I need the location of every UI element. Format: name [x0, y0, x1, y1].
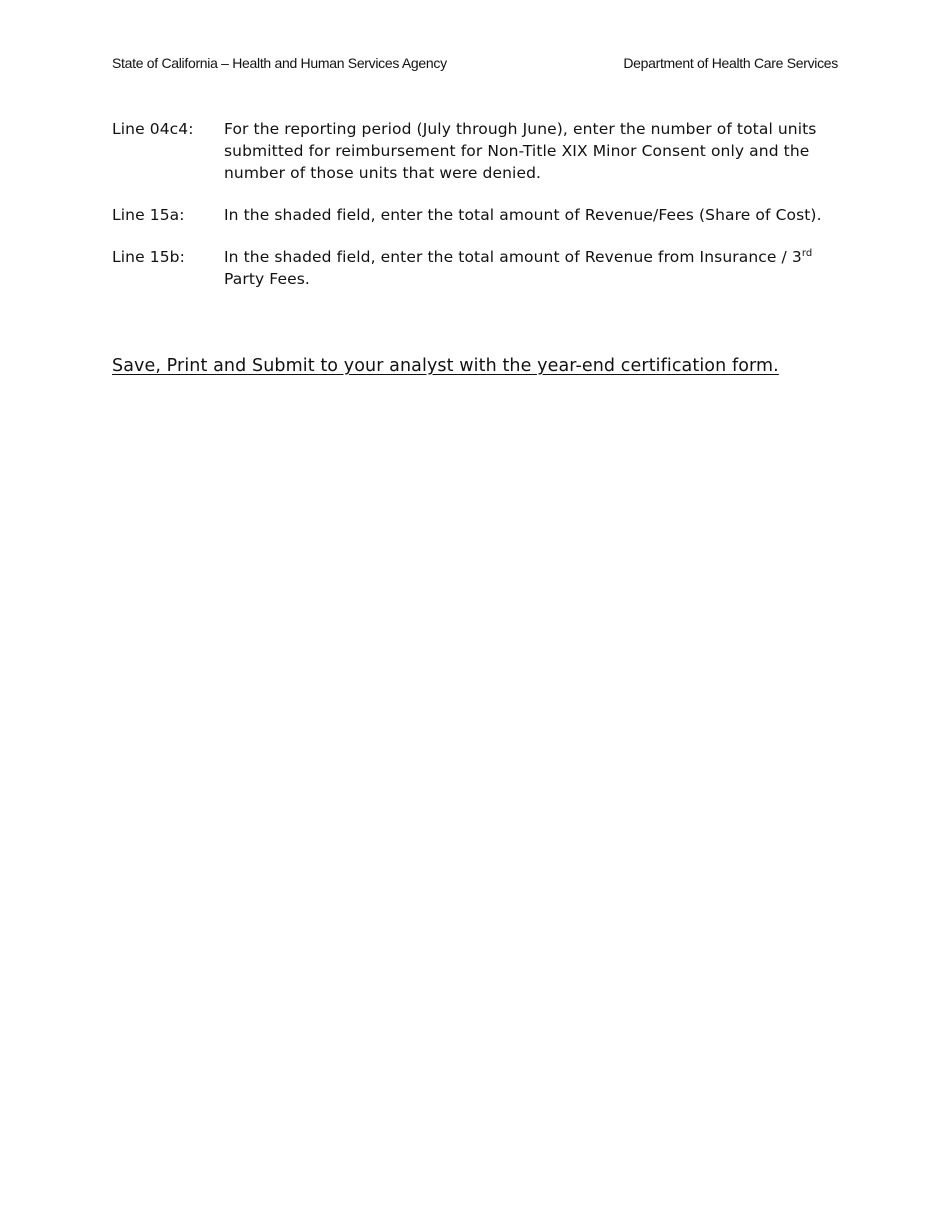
line-15b-entry — [112, 246, 838, 290]
line-15a-entry — [112, 204, 838, 226]
submit-instruction: Save, Print and Submit to your analyst with the year-end certification form. — [112, 356, 779, 376]
line-label: Line 15a: — [112, 206, 185, 224]
header-agency: State of California – Health and Human Services Agency — [112, 55, 447, 71]
line-description: In the shaded field, enter the total amount of Revenue/Fees (Share of Cost). — [224, 206, 822, 224]
ordinal-superscript: rd — [801, 247, 813, 259]
line-04c4-entry — [112, 118, 838, 184]
line-description — [224, 246, 838, 290]
page-header — [112, 54, 838, 72]
line-description-end: Party Fees. — [224, 270, 310, 288]
line-description-start: In the shaded field, enter the total amount of Revenue from Insurance / 3 — [224, 248, 802, 266]
line-label: Line 04c4: — [112, 120, 194, 138]
line-instructions — [112, 118, 838, 310]
header-department: Department of Health Care Services — [623, 55, 838, 71]
line-label: Line 15b: — [112, 248, 185, 266]
line-description: For the reporting period (July through June), enter the number of total units submitted for reimbursement for Non-Title XIX Minor Consent only and the number of those units that were denied. — [224, 120, 817, 182]
